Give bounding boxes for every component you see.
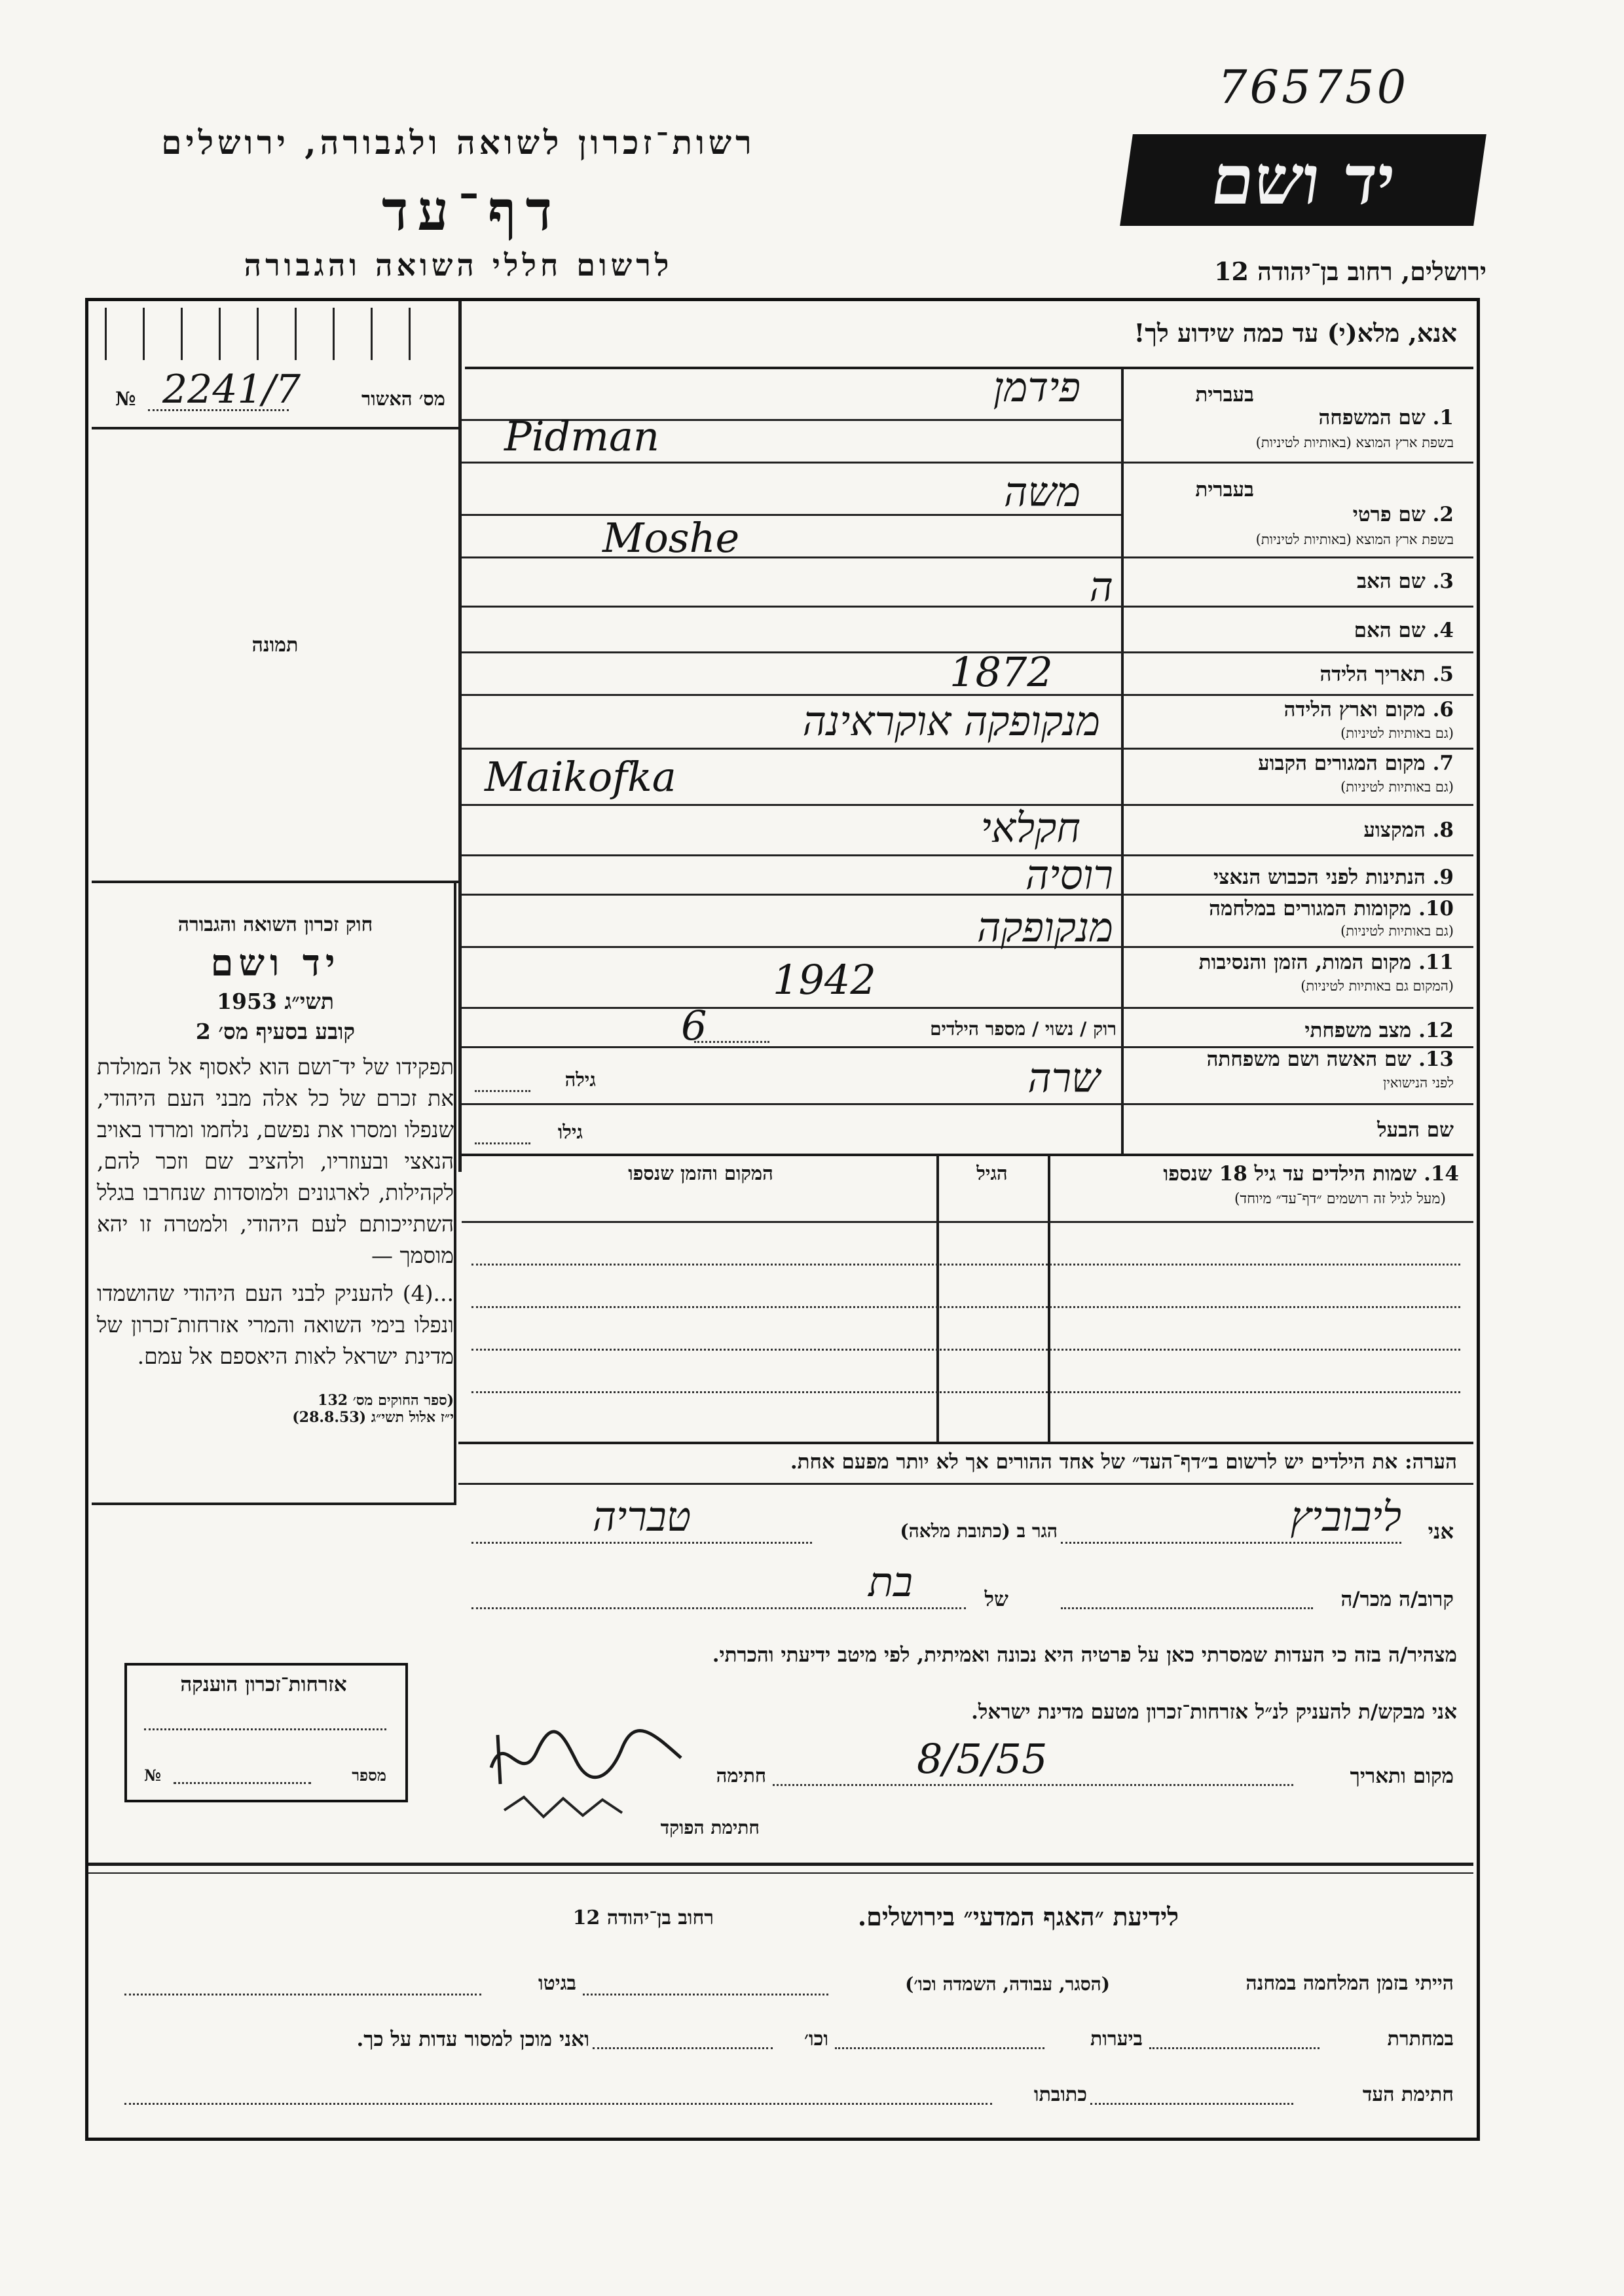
decl-request: אני מבקש/ת להעניק לנ״ל אזרחות־זכרון מטעם מדינת ישראל. (971, 1700, 1457, 1724)
decl-place-date-label: מקום ותאריך (1350, 1764, 1454, 1788)
decl-official-label: חתימת הפוקד (660, 1817, 760, 1838)
marital-options: רוק / נשוי / מספר הילדים (930, 1018, 1116, 1040)
children-sub: (מעל לגיל זה רושמים ״דף־עד״ מיוחד) (1234, 1191, 1446, 1207)
left-column-divider (458, 301, 462, 1172)
law-clause: קובע בסעיף מס׳ 2 (195, 1019, 356, 1044)
reference-number: 765750 (1218, 60, 1409, 114)
footer-line1-c: בגיטו (538, 1972, 576, 1995)
children-count: 6 (681, 1002, 707, 1049)
citizenship-number-label: מספר (352, 1766, 386, 1785)
law-source: (ספר החוקים מס׳ 132 (318, 1392, 454, 1409)
law-text-2: ...(4) להעניק לבני העם היהודי שהושמדו ונפלו בימי השואה והמרי אזרחות־זכרון של מדינת ישראל לאות היאספם אל עמם. (97, 1281, 454, 1369)
approval-label: מס׳ האשור (361, 388, 445, 410)
children-label: 14. שמות הילדים עד גיל 18 שנספו (1163, 1162, 1459, 1186)
field-6-sub: (גם באותיות לטיניות) (1340, 725, 1454, 741)
profession: חקלאי (980, 804, 1080, 852)
war-residence: מנקופקה (977, 903, 1113, 951)
citizenship-title: אזרחות־זכרון הוענקה (180, 1673, 347, 1696)
family-name-latin: Pidman (504, 412, 659, 460)
citizenship: רוסיה (1025, 851, 1113, 899)
decl-ani-value: ליבוביץ (1290, 1493, 1401, 1540)
decl-residing-label: הגר ב (כתובת מלאה) (900, 1520, 1058, 1542)
footer-line2-a: במחתרת (1387, 2028, 1454, 2050)
witness-signature (485, 1722, 694, 1794)
footer-line2-d: ואני מוכן למסור עדות על כך. (356, 2028, 589, 2051)
footer-line2-c: וכו׳ (804, 2028, 828, 2050)
logo (1120, 134, 1486, 226)
field-8-label: 8. המקצוע (1363, 818, 1454, 842)
law-name: יד ושם (210, 941, 341, 985)
field-5-label: 5. תאריך הלידה (1320, 663, 1454, 686)
field-4-label: 4. שם האם (1354, 619, 1454, 642)
approval-value: 2241/7 (162, 367, 301, 412)
logo-text: יד ושם (1206, 139, 1401, 220)
residence: Maikofka (485, 753, 676, 801)
wife-age-label: גילה (564, 1068, 596, 1091)
decl-place-date-value: 8/5/55 (917, 1735, 1048, 1783)
approval-no-symbol: № (115, 388, 136, 410)
field-2-label: 2. שם פרטי (1352, 503, 1454, 526)
field-11-label: 11. מקום המות, הזמן והנסיבות (1198, 951, 1454, 974)
footer-line1-b: (הסגר, עבודה, השמדה וכו׳) (905, 1973, 1110, 1995)
decl-ani-label: אני (1428, 1519, 1454, 1544)
footer-line2-b: ביערות (1090, 2028, 1143, 2050)
field-12-label: 12. מצב משפחתי (1304, 1019, 1454, 1042)
label-column-divider (1121, 367, 1124, 1156)
photo-label: תמונה (251, 634, 299, 657)
field-7-label: 7. מקום המגורים הקבוע (1258, 752, 1454, 775)
law-text: תפקידו של יד־ושם הוא לאסוף אל המולדת את זכרם של כל אלה מבני העם היהודי, שנפלו ומסרו את נפשם, נלחמו ומרדו באויב הנאצי ובעוזריו, ולהציב שם וזכר להם, לקהילות, לארגונים ולמוסדות שנחרבו בגלל השתייכותם לעם היהודי, ולמטרה זו יהא מוסמך — (97, 1054, 454, 1268)
org-line: רשות־זכרון לשואה ולגבורה, ירושלים (161, 123, 756, 162)
field-10-label: 10. מקומות המגורים במלחמה (1209, 897, 1454, 920)
father-name: ה (1089, 563, 1113, 611)
children-place-col: המקום והזמן שנספו (628, 1162, 773, 1184)
law-year: תשי״ג 1953 (217, 989, 334, 1014)
birth-place: מנקופקה אוקראינה (802, 697, 1100, 745)
form-subtitle: לרשום חללי השואה והגבורה (244, 247, 673, 283)
decl-statement: מצהיר/ה בזה כי העדות שמסרתי כאן על פרטיה היא נכונה ואמיתית, לפי מיטב ידיעתי והכרתי. (712, 1643, 1457, 1667)
lang-hebrew-1: בעברית (1195, 383, 1254, 407)
decl-relative-label: קרוב/ה מכר/ה (1340, 1588, 1454, 1611)
address: ירושלים, רחוב בן־יהודה 12 (1214, 257, 1486, 286)
footer-title: לידיעת ״האגף המדעי״ בירושלים. (857, 1902, 1179, 1931)
first-name-latin: Moshe (602, 514, 740, 562)
decl-signature-label: חתימה (716, 1764, 766, 1787)
decl-relative-value: בת (868, 1558, 913, 1606)
lang-hebrew-2: בעברית (1195, 478, 1254, 501)
law-heading: חוק זכרון השואה והגבורה (177, 913, 373, 936)
family-name-he: פידמן (993, 363, 1080, 411)
law-box (97, 913, 454, 1426)
official-stamp (498, 1791, 629, 1823)
wife-name: שרה (1027, 1054, 1100, 1102)
punch-strip (105, 308, 445, 360)
field-3-label: 3. שם האב (1357, 570, 1454, 593)
field-1-sub: בשפת ארץ המוצא (באותיות לטיניות) (1255, 435, 1454, 450)
field-7-sub: (גם באותיות לטיניות) (1340, 779, 1454, 795)
husband-label: שם הבעל (1377, 1118, 1454, 1142)
husband-age-label: גילו (557, 1121, 583, 1143)
instruction: אנא, מלא(י) עד כמה שידוע לך! (1134, 318, 1457, 348)
footer-line3-a: חתימת העד (1362, 2083, 1454, 2106)
birth-date: 1872 (950, 648, 1053, 696)
field-6-label: 6. מקום וארץ הלידה (1283, 698, 1454, 721)
law-date: י״ז אלול תשי״ג (28.8.53) (292, 1409, 454, 1426)
field-10-sub: (גם באותיות לטיניות) (1340, 923, 1454, 939)
decl-residing-value: טבריה (592, 1493, 692, 1540)
note: הערה: את הילדים יש לרשום ב״דף־העד״ של אחד ההורים אך לא יותר מפעם אחת. (790, 1450, 1457, 1474)
field-1-label: 1. שם המשפחה (1318, 406, 1454, 429)
decl-of-label: של (984, 1588, 1008, 1611)
death-info: 1942 (773, 956, 876, 1004)
first-name-he: משה (1004, 468, 1080, 516)
children-age-col: הגיל (976, 1162, 1008, 1184)
field-13-sub: לפני הנישואין (1383, 1075, 1454, 1091)
footer-line1-a: הייתי בזמן המלחמה במחנה (1246, 1972, 1454, 1995)
field-9-label: 9. הנתינות לפני הכבוש הנאצי (1213, 866, 1454, 889)
footer-line3-b: כתובתו (1033, 2083, 1087, 2106)
form-title: דף־עד (381, 178, 561, 243)
footer-address: רחוב בן־יהודה 12 (572, 1906, 714, 1929)
citizenship-number-symbol: № (144, 1766, 162, 1785)
field-11-sub: (המקום גם באותיות לטיניות) (1301, 978, 1454, 994)
field-2-sub: בשפת ארץ המוצא (באותיות לטיניות) (1255, 532, 1454, 547)
field-13-label: 13. שם האשה ושם משפחתה (1206, 1048, 1454, 1071)
